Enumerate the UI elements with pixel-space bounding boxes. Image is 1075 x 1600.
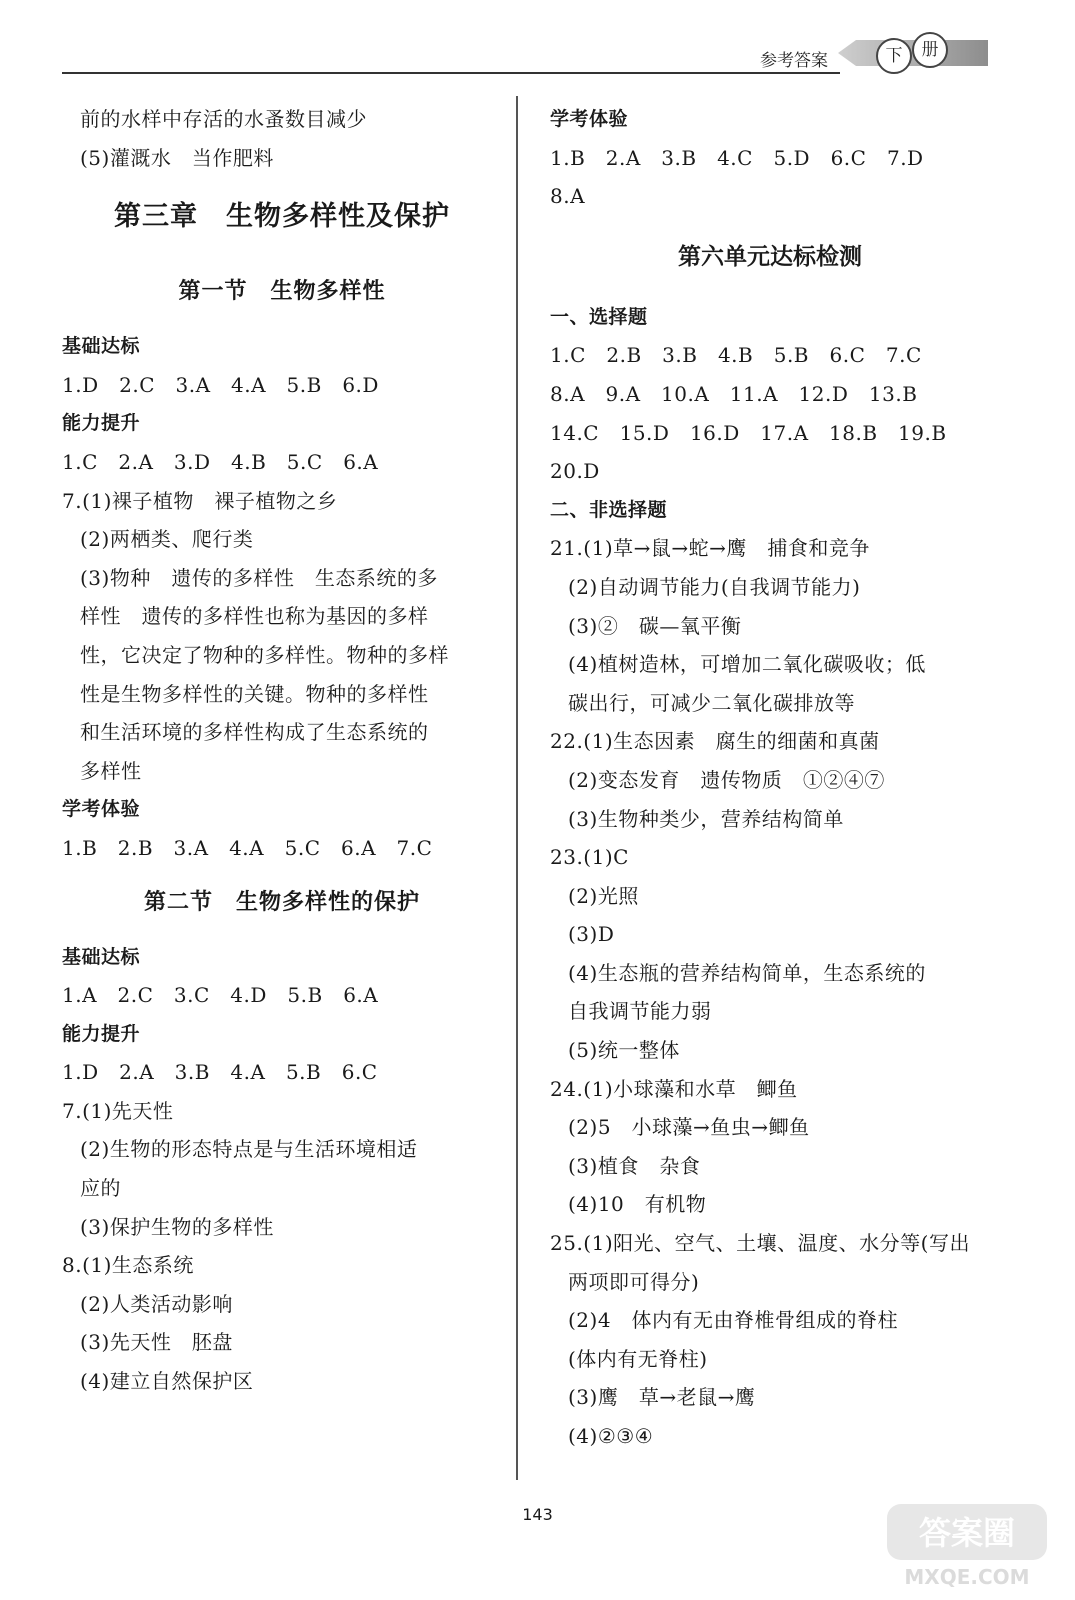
answer-line: (2)光照 [568,883,639,908]
badge-volume: 册 [912,32,948,68]
answer-line: 多样性 [80,758,142,783]
answer-line: (4)生态瓶的营养结构简单，生态系统的 [568,960,926,985]
answer-line: (2)人类活动影响 [80,1291,233,1316]
watermark-logo [885,1500,1050,1590]
answer-line: 性，它决定了物种的多样性。物种的多样 [80,642,449,667]
svg-text:答案圈: 答案圈 [918,1514,1016,1552]
section-title: 第二节 生物多样性的保护 [143,889,420,915]
answer-line: (2)5 小球藻→鱼虫→鲫鱼 [568,1115,810,1140]
header-label: 参考答案 [760,51,828,71]
answer-line: (3)植食 杂食 [568,1153,701,1178]
subheading: 基础达标 [62,335,141,358]
answer-line: (体内有无脊柱) [568,1346,708,1371]
answer-line: 和生活环境的多样性构成了生态系统的 [80,720,429,745]
left-column [62,100,502,1401]
chapter-title: 第三章 生物多样性及保护 [114,201,450,233]
answer-line: (3)先天性 胚盘 [80,1330,233,1355]
answer-line: (4)10 有机物 [568,1192,707,1217]
subheading: 学考体验 [62,798,141,821]
svg-text:MXQE.COM: MXQE.COM [904,1565,1030,1589]
badge-lower: 下 [876,38,912,74]
answer-line: (2)变态发育 遗传物质 ①②④⑦ [568,767,885,792]
subheading: 一、选择题 [550,305,648,328]
header-rule [62,72,840,74]
answer-line: (2)自动调节能力(自我调节能力) [568,574,861,599]
subheading: 基础达标 [62,945,141,968]
answer-line: (3)② 碳—氧平衡 [568,613,742,638]
answer-line: 8.A [550,184,586,209]
answer-line: 7.(1)先天性 [62,1098,174,1123]
answer-line: 前的水样中存活的水蚤数目减少 [80,107,367,131]
answer-line: 24.(1)小球藻和水草 鲫鱼 [550,1076,798,1101]
section-title: 第一节 生物多样性 [178,279,386,305]
answer-line: 8.(1)生态系统 [62,1253,194,1278]
answer-line: 20.D [550,459,600,484]
answer-line: 25.(1)阳光、空气、土壤、温度、水分等(写出 [550,1231,970,1256]
answer-line: 1.D 2.C 3.A 4.A 5.B 6.D [62,372,379,397]
answer-line: 1.C 2.A 3.D 4.B 5.C 6.A [62,449,379,474]
column-divider [516,96,518,1480]
answer-line: 1.B 2.B 3.A 4.A 5.C 6.A 7.C [62,835,433,860]
answer-line: 性是生物多样性的关键。物种的多样性 [80,681,429,706]
answer-line: 碳出行，可减少二氧化碳排放等 [568,690,855,715]
answer-line: 自我调节能力弱 [568,999,712,1024]
answer-line: (3)鹰 草→老鼠→鹰 [568,1385,756,1410]
answer-line: (2)生物的形态特点是与生活环境相适 [80,1137,418,1162]
answer-line: 应的 [80,1176,121,1201]
answer-line: (3)物种 遗传的多样性 生态系统的多 [80,565,438,590]
answer-line: 1.C 2.B 3.B 4.B 5.B 6.C 7.C [550,343,922,368]
answer-line: 22.(1)生态因素 腐生的细菌和真菌 [550,729,880,754]
answer-line: (2)两栖类、爬行类 [80,527,254,552]
right-column [550,100,990,1456]
answer-line: 7.(1)裸子植物 裸子植物之乡 [62,488,338,513]
answer-line: 样性 遗传的多样性也称为基因的多样 [80,604,429,629]
answer-line: 1.B 2.A 3.B 4.C 5.D 6.C 7.D [550,145,924,170]
volume-badge [838,34,988,76]
answer-line: 14.C 15.D 16.D 17.A 18.B 19.B [550,420,947,445]
answer-line: (3)保护生物的多样性 [80,1214,274,1239]
answer-line: (5)统一整体 [568,1038,680,1063]
answer-line: (3)D [568,922,615,947]
answer-line: (5)灌溉水 当作肥料 [80,145,274,170]
page-number: 143 [522,1505,553,1524]
answer-line: 21.(1)草→鼠→蛇→鹰 捕食和竞争 [550,536,870,561]
unit-title: 第六单元达标检测 [678,243,862,270]
answer-line: 1.D 2.A 3.B 4.A 5.B 6.C [62,1060,378,1085]
answer-line: 两项即可得分) [568,1269,700,1294]
subheading: 能力提升 [62,1022,141,1045]
answer-line: 1.A 2.C 3.C 4.D 5.B 6.A [62,983,379,1008]
subheading: 能力提升 [62,412,141,435]
answer-line: (4)②③④ [568,1424,654,1448]
answer-line: 8.A 9.A 10.A 11.A 12.D 13.B [550,381,918,406]
subheading: 二、非选择题 [550,498,668,521]
answer-line: (2)4 体内有无由脊椎骨组成的脊柱 [568,1308,899,1333]
answer-line: (3)生物种类少，营养结构简单 [568,806,844,831]
answer-line: 23.(1)C [550,845,629,870]
answer-line: (4)植树造林，可增加二氧化碳吸收；低 [568,652,926,677]
subheading: 学考体验 [550,108,629,130]
answer-line: (4)建立自然保护区 [80,1369,254,1394]
